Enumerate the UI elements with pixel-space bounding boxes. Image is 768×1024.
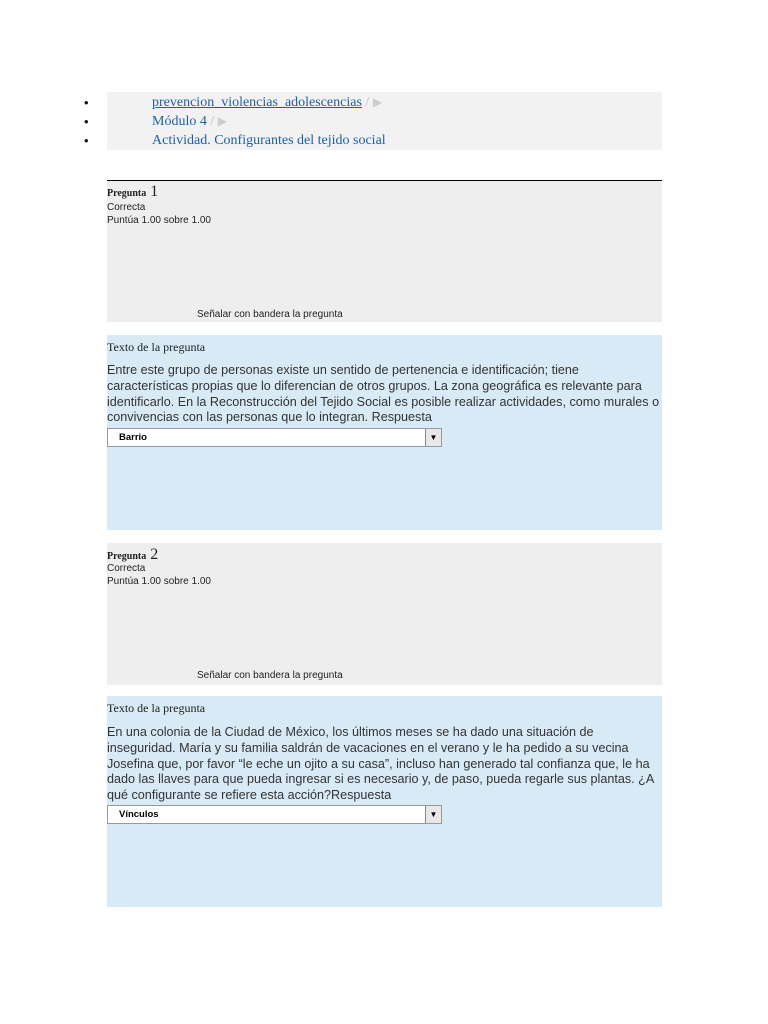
flag-question-link[interactable]: Señalar con bandera la pregunta xyxy=(197,670,343,681)
answer-select-value: Barrio xyxy=(119,432,147,443)
question-word: Pregunta xyxy=(107,551,147,562)
divider xyxy=(107,180,662,181)
play-arrow-icon: ▶ xyxy=(372,95,383,109)
breadcrumb-link-module[interactable]: Módulo 4 xyxy=(152,114,207,129)
bullet: • xyxy=(84,95,89,110)
question-number: 1 xyxy=(150,183,159,200)
bullet: • xyxy=(84,114,89,129)
breadcrumb-item-module xyxy=(152,112,227,131)
question-body: En una colonia de la Ciudad de México, los últimos meses se ha dado una situación de inseguridad. María y su familia saldrán de vacaciones en el verano y le ha pedido a su vecina Josefina que, por favor “le eche un ojito a su casa”, incluso han generado tal confianza que, le ha dado las llaves para que pueda ingresar si es necesario y, de paso, pueda regarle sus plantas. ¿A qué configurante se refiere esta acción?Respuesta xyxy=(107,725,654,803)
question-score: Puntúa 1.00 sobre 1.00 xyxy=(107,576,211,587)
question-status: Correcta xyxy=(107,563,146,574)
breadcrumb-link-course[interactable]: prevencion_violencias_adolescencias xyxy=(152,95,362,110)
bullet: • xyxy=(84,133,89,148)
question-info-2 xyxy=(107,543,662,685)
question-score: Puntúa 1.00 sobre 1.00 xyxy=(107,215,211,226)
breadcrumb xyxy=(107,92,662,150)
breadcrumb-link-activity[interactable]: Actividad. Configurantes del tejido social xyxy=(152,133,386,148)
answer-select[interactable] xyxy=(107,805,442,824)
breadcrumb-item-course xyxy=(152,93,382,112)
chevron-down-icon[interactable]: ▼ xyxy=(425,806,441,823)
question-body: Entre este grupo de personas existe un sentido de pertenencia e identificación; tiene características propias que lo diferencian de otros grupos. La zona geográfica es relevante para identificarlo. En la Reconstrucción del Tejido Social es posible realizar actividades, como murales o convivencias con las personas que lo integran. Respuesta xyxy=(107,363,660,425)
chevron-down-icon[interactable]: ▼ xyxy=(425,429,441,446)
question-text-title: Texto de la pregunta xyxy=(107,340,206,354)
flag-question-link[interactable]: Señalar con bandera la pregunta xyxy=(197,309,343,320)
question-text-panel-1 xyxy=(107,335,662,530)
question-info-1 xyxy=(107,180,662,322)
question-text-panel-2 xyxy=(107,696,662,907)
question-heading xyxy=(107,183,158,201)
breadcrumb-separator: / xyxy=(365,95,370,110)
play-arrow-icon: ▶ xyxy=(217,114,227,128)
question-text-title: Texto de la pregunta xyxy=(107,701,206,715)
answer-select[interactable] xyxy=(107,428,442,447)
question-word: Pregunta xyxy=(107,188,147,199)
answer-select-value: Vínculos xyxy=(119,809,159,820)
question-status: Correcta xyxy=(107,202,146,213)
question-number: 2 xyxy=(150,546,159,563)
breadcrumb-separator: / xyxy=(210,114,215,129)
breadcrumb-item-activity xyxy=(152,131,386,150)
